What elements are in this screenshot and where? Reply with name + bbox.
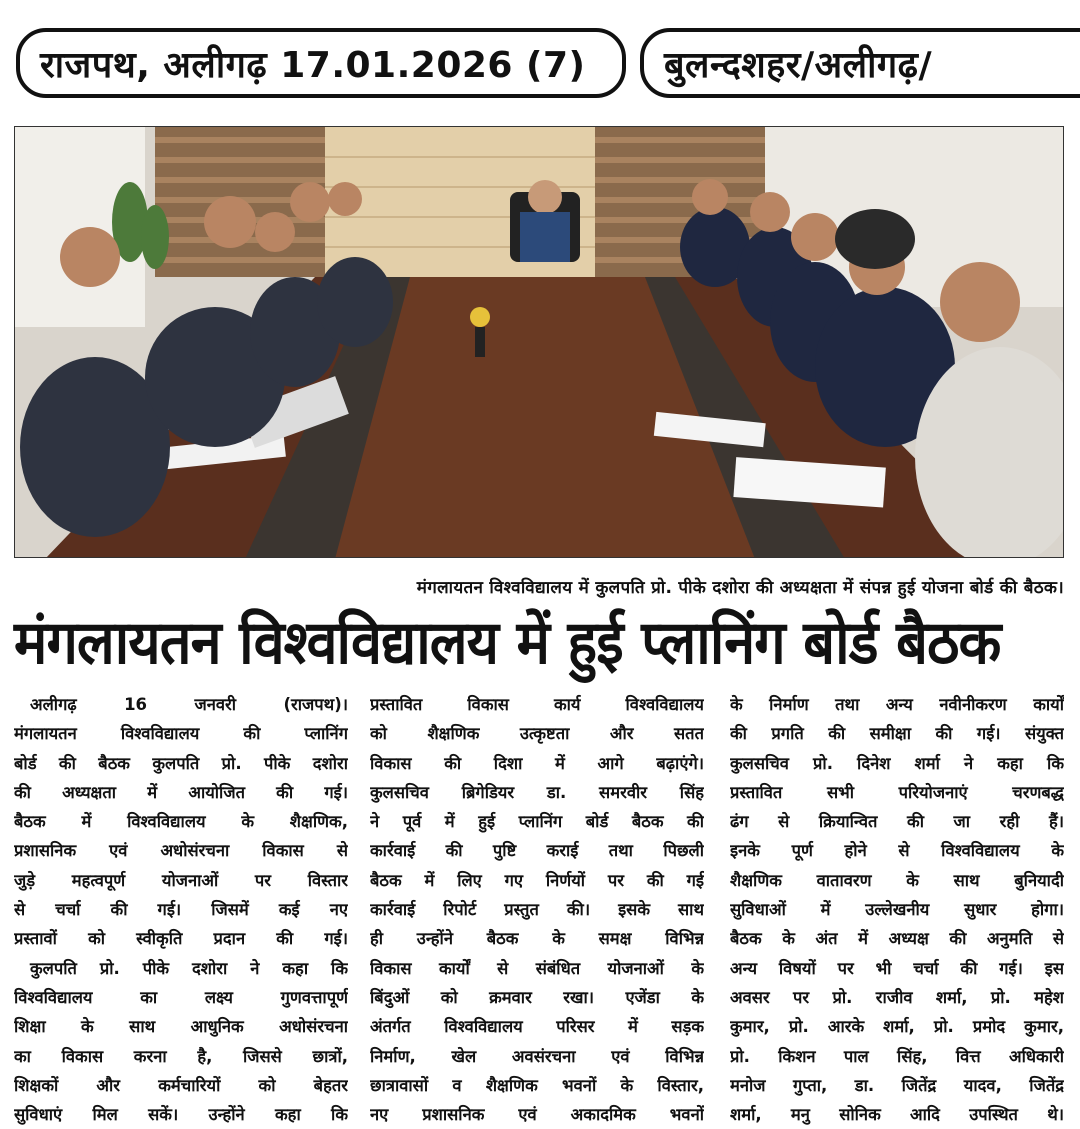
body-line: कुमार, प्रो. आरके शर्मा, प्रो. प्रमोद कुमार, (730, 1017, 1064, 1037)
body-line: प्रस्तावित सभी परियोजनाएं चरणबद्ध (730, 782, 1064, 802)
body-line: बैठक में विश्वविद्यालय के शैक्षणिक, (14, 812, 348, 832)
body-line: बिंदुओं को क्रमवार रखा। एजेंडा के (370, 987, 704, 1007)
body-line: ने पूर्व में हुई प्लानिंग बोर्ड बैठक की (370, 812, 704, 832)
body-line: शिक्षा के साथ आधुनिक अधोसंरचना (14, 1017, 348, 1037)
body-line: शिक्षकों और कर्मचारियों को बेहतर (14, 1075, 348, 1095)
body-line: की प्रगति की समीक्षा की गई। संयुक्त (730, 724, 1064, 744)
body-line: ही उन्होंने बैठक के समक्ष विभिन्न (370, 929, 704, 949)
body-line: प्रस्तावित विकास कार्य विश्वविद्यालय (370, 695, 704, 714)
body-line: की अध्यक्षता में आयोजित की गई। (14, 782, 348, 802)
body-line: निर्माण, खेल अवसंरचना एवं विभिन्न (370, 1046, 704, 1066)
meeting-photo (14, 126, 1064, 558)
body-line: शैक्षणिक वातावरण के साथ बुनियादी (730, 870, 1064, 890)
body-line: अंतर्गत विश्वविद्यालय परिसर में सड़क (370, 1017, 704, 1037)
body-line: को शैक्षणिक उत्कृष्टता और सतत (370, 724, 704, 744)
body-line: बैठक में लिए गए निर्णयों पर की गई (370, 870, 704, 890)
body-line: सुविधाएं मिल सकें। उन्होंने कहा कि (14, 1105, 348, 1125)
article-column-2 (370, 690, 704, 1129)
date-page-label: राजपथ, अलीगढ़ 17.01.2026 (7) (40, 44, 586, 86)
body-line: ढंग से क्रियान्वित की जा रही हैं। (730, 812, 1064, 832)
body-line: अलीगढ़ 16 जनवरी (राजपथ)। (30, 695, 348, 714)
body-line: का विकास करना है, जिससे छात्रों, (14, 1046, 348, 1066)
body-line: विकास कार्यों से संबंधित योजनाओं के (370, 958, 704, 978)
body-line: मंगलायतन विश्वविद्यालय की प्लानिंग (14, 724, 348, 744)
body-line: नए प्रशासनिक एवं अकादमिक भवनों (370, 1105, 704, 1125)
body-line: कुलपति प्रो. पीके दशोरा ने कहा कि (30, 958, 348, 978)
body-line: अवसर पर प्रो. राजीव शर्मा, प्रो. महेश (730, 987, 1064, 1007)
photo-caption: मंगलायतन विश्वविद्यालय में कुलपति प्रो. पीके दशोरा की अध्यक्षता में संपन्न हुई योजना बोर्ड की बैठक। (416, 578, 1064, 598)
edition-pill (640, 28, 1080, 98)
body-line: कार्रवाई की पुष्टि कराई तथा पिछली (370, 841, 704, 861)
body-line: बैठक के अंत में अध्यक्ष की अनुमति से (730, 929, 1064, 949)
body-line: के निर्माण तथा अन्य नवीनीकरण कार्यों (730, 695, 1064, 714)
body-line: इनके पूर्ण होने से विश्वविद्यालय के (730, 841, 1064, 861)
masthead-strip (0, 24, 1080, 108)
article-body (14, 690, 1066, 1129)
article-headline: मंगलायतन विश्वविद्यालय में हुई प्लानिंग बोर्ड बैठक (14, 608, 1001, 678)
article-column-1 (14, 690, 348, 1129)
body-line: कार्रवाई रिपोर्ट प्रस्तुत की। इसके साथ (370, 900, 704, 920)
date-page-pill (16, 28, 626, 98)
body-line: सुविधाओं में उल्लेखनीय सुधार होगा। (730, 900, 1064, 920)
body-line: प्रस्तावों को स्वीकृति प्रदान की गई। (14, 929, 348, 949)
edition-label: बुलन्दशहर/अलीगढ़/ (664, 44, 933, 86)
body-line: बोर्ड की बैठक कुलपति प्रो. पीके दशोरा (14, 753, 348, 773)
body-line: शर्मा, मनु सोनिक आदि उपस्थित थे। (730, 1105, 1064, 1125)
body-line: छात्रावासों व शैक्षणिक भवनों के विस्तार, (370, 1075, 704, 1095)
body-line: जुड़े महत्वपूर्ण योजनाओं पर विस्तार (14, 870, 348, 890)
body-line: कुलसचिव प्रो. दिनेश शर्मा ने कहा कि (730, 753, 1064, 773)
body-line: प्रशासनिक एवं अधोसंरचना विकास से (14, 841, 348, 861)
body-line: प्रो. किशन पाल सिंह, वित्त अधिकारी (730, 1046, 1064, 1066)
body-line: कुलसचिव ब्रिगेडियर डा. समरवीर सिंह (370, 782, 704, 802)
body-line: मनोज गुप्ता, डा. जितेंद्र यादव, जितेंद्र (730, 1075, 1064, 1095)
article-column-3 (730, 690, 1064, 1129)
body-line: विश्वविद्यालय का लक्ष्य गुणवत्तापूर्ण (14, 987, 348, 1007)
body-line: अन्य विषयों पर भी चर्चा की गई। इस (730, 958, 1064, 978)
body-line: से चर्चा की गई। जिसमें कई नए (14, 900, 348, 920)
meeting-photo-illustration (15, 127, 1064, 558)
body-line: विकास की दिशा में आगे बढ़ाएंगे। (370, 753, 704, 773)
